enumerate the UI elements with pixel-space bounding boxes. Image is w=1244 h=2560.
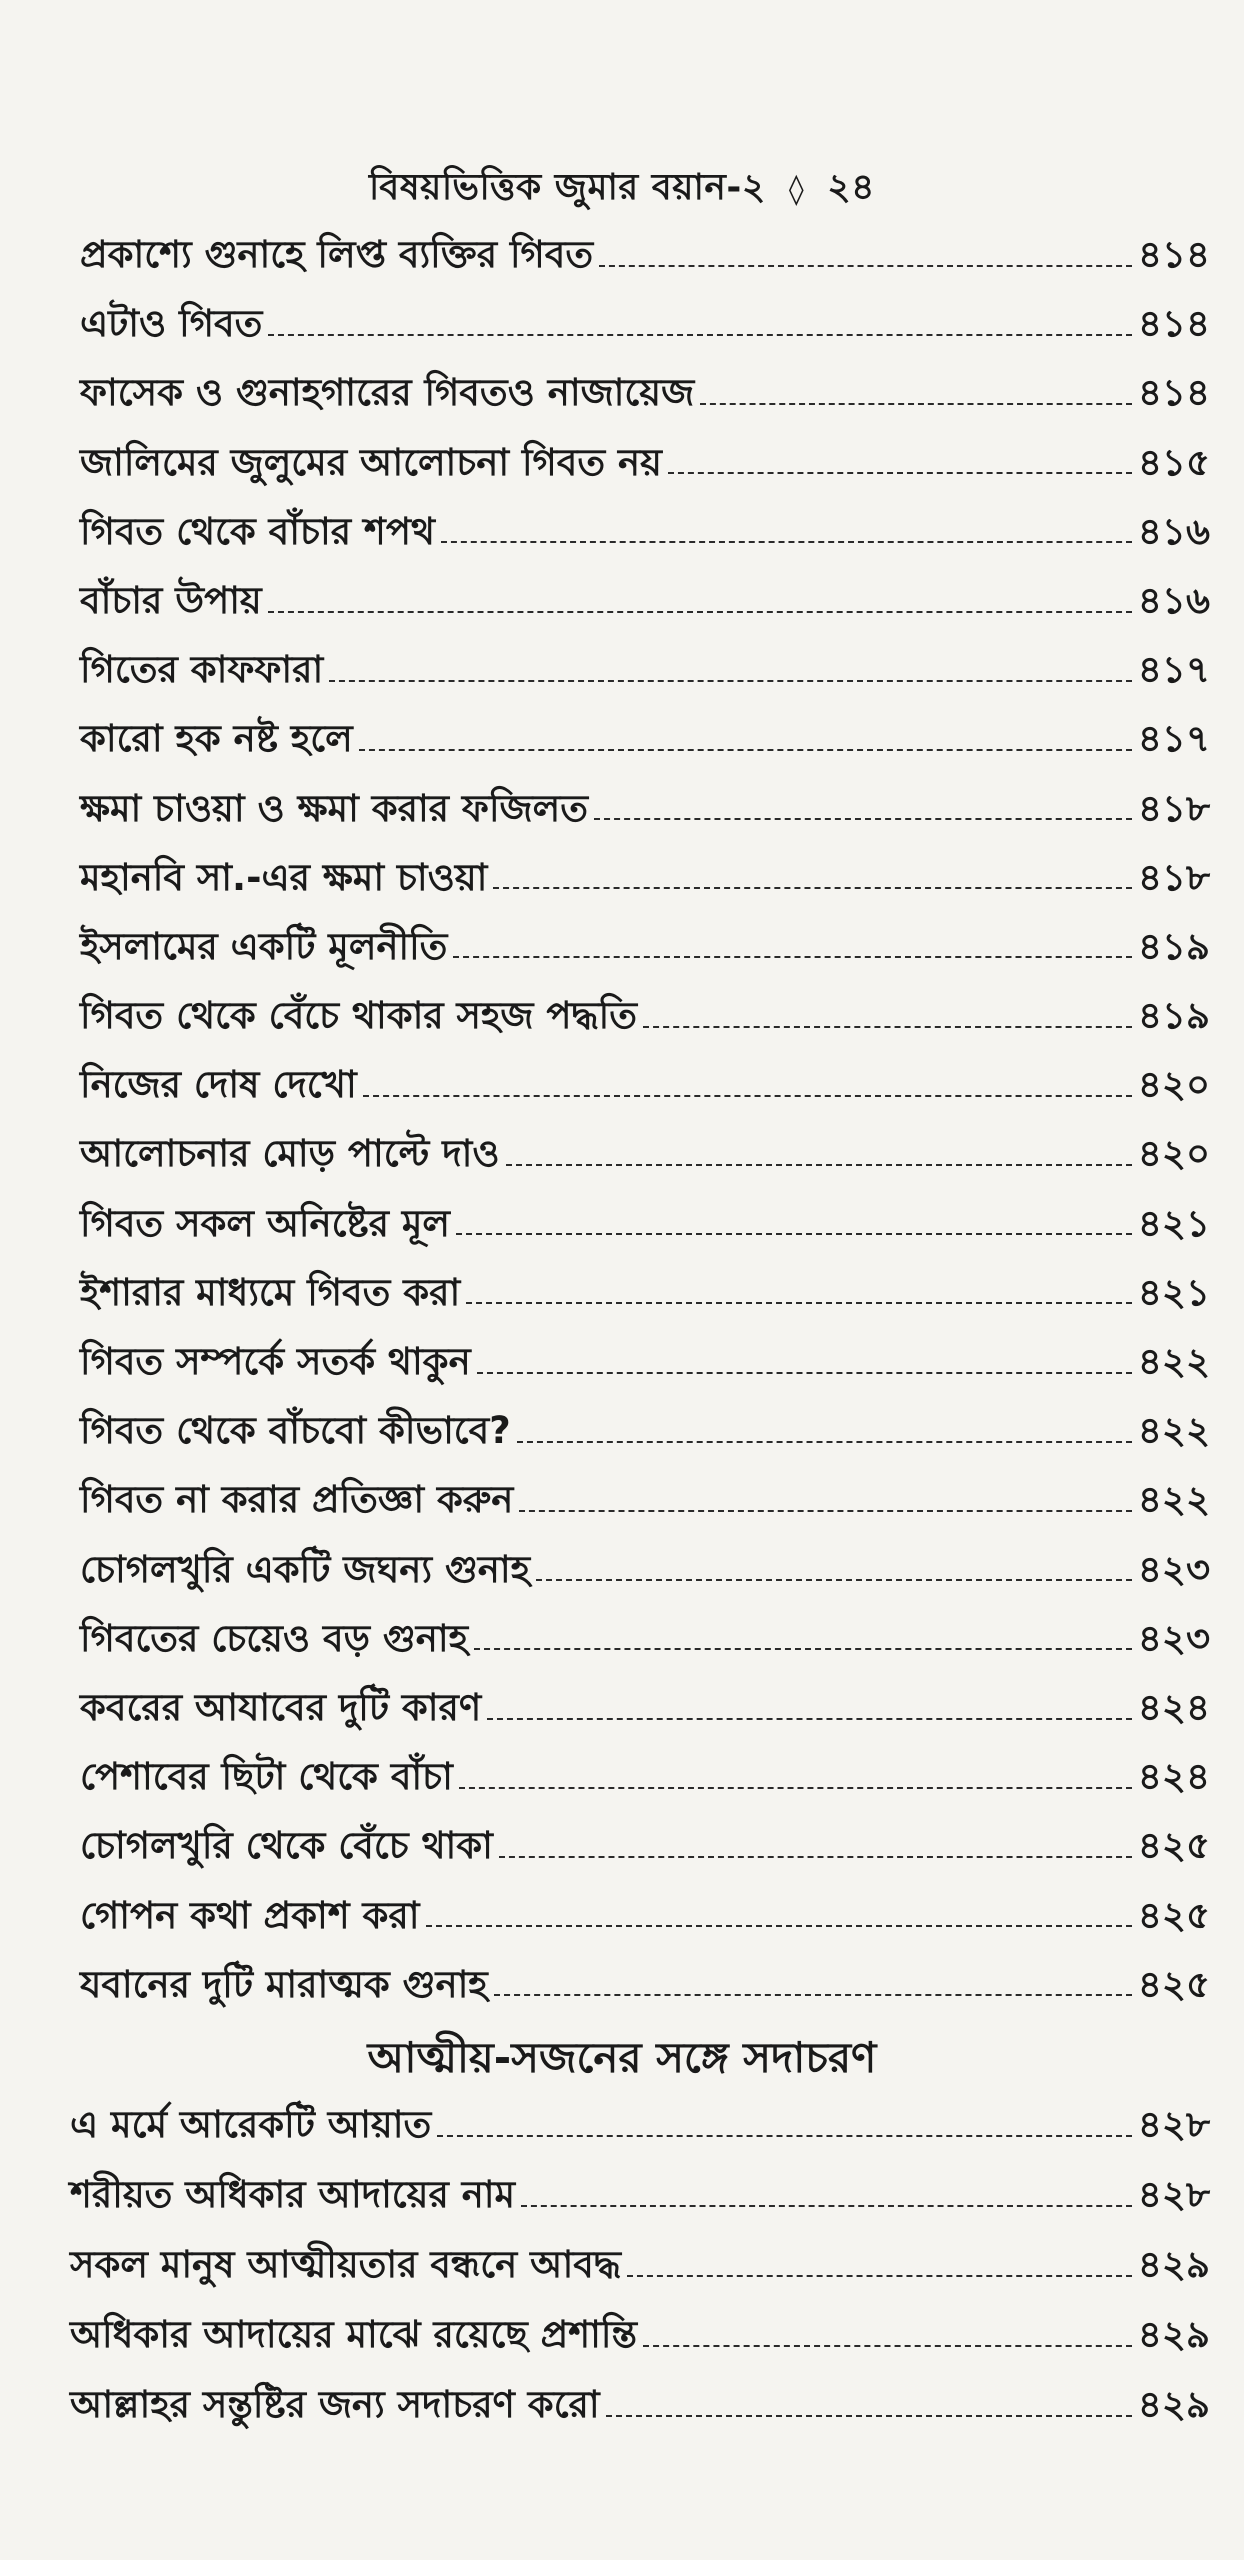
toc-entry-title: কবরের আযাবের দুটি কারণ [80,1685,482,1729]
dotted-leader [627,2275,1132,2277]
toc-entry-title: প্রকাশ্যে গুনাহে লিপ্ত ব্যক্তির গিবত [80,233,594,276]
section-heading: আত্মীয়-সজনের সঙ্গে সদাচরণ [367,2033,877,2082]
toc-entry-page: ৪১৮ [1137,786,1210,830]
toc-entry-page: ৪২৩ [1137,1616,1210,1660]
running-header [0,160,1244,220]
toc-entry [80,1747,1210,1816]
toc-entry [70,2095,1210,2165]
toc-entry [70,2165,1210,2235]
page-number: ২৪ [827,167,875,208]
dotted-leader [456,1233,1132,1235]
toc-entry [80,571,1210,640]
dotted-leader [521,2205,1132,2207]
toc-entry-title: জালিমের জুলুমের আলোচনা গিবত নয় [80,440,662,484]
toc-entry [80,779,1210,848]
dotted-leader [329,680,1132,682]
toc-entry-page: ৪২১ [1137,1201,1210,1245]
toc-entry-page: ৪২১ [1137,1270,1210,1314]
toc-entry-title: এটাও গিবত [80,302,263,346]
dotted-leader [493,887,1132,889]
toc-entry-title: নিজের দোষ দেখো [80,1063,357,1107]
toc-section-relatives [70,2095,1210,2445]
toc-entry [80,1540,1210,1609]
toc-entry-title: এ মর্মে আরেকটি আয়াত [70,2103,432,2146]
toc-entry-page: ৪২২ [1137,1340,1210,1383]
dotted-leader [594,818,1132,820]
toc-entry-page: ৪২০ [1137,1132,1210,1176]
toc-entry-title: যবানের দুটি মারাত্মক গুনাহ [80,1962,488,2006]
toc-entry [80,1194,1210,1263]
toc-entry [80,502,1210,571]
toc-entry-title: গিবত থেকে বেঁচে থাকার সহজ পদ্ধতি [80,994,638,1038]
dotted-leader [519,1510,1132,1512]
toc-entry [70,2375,1210,2445]
toc-entry [80,1816,1210,1885]
toc-entry [80,917,1210,986]
dotted-leader [606,2415,1132,2417]
toc-entry-title: ক্ষমা চাওয়া ও ক্ষমা করার ফজিলত [80,786,588,830]
dotted-leader [487,1718,1132,1720]
toc-entry [80,986,1210,1055]
toc-entry-page: ৪২৮ [1137,2103,1210,2146]
dotted-leader [437,2135,1132,2137]
dotted-leader [459,1787,1132,1789]
toc-entry [70,2305,1210,2375]
toc-entry-page: ৪২৪ [1137,1755,1210,1799]
toc-entry-page: ৪২০ [1137,1063,1210,1107]
dotted-leader [599,265,1132,267]
toc-entry-page: ৪১৫ [1137,440,1210,484]
toc-entry-page: ৪১৮ [1137,855,1210,899]
toc-entry [80,433,1210,502]
dotted-leader [499,1856,1132,1858]
toc-entry-title: গিবত থেকে বাঁচার শপথ [80,509,435,553]
toc-entry-page: ৪২৯ [1137,2313,1210,2356]
toc-entry [80,848,1210,917]
dotted-leader [700,403,1132,405]
toc-entry-title: মহানবি সা.-এর ক্ষমা চাওয়া [80,855,488,899]
toc-entry-page: ৪২৫ [1137,1824,1210,1868]
dotted-leader [668,472,1132,474]
toc-entry [80,225,1210,294]
dotted-leader [359,749,1132,751]
dotted-leader [494,1994,1132,1996]
toc-entry-page: ৪১৬ [1137,509,1210,553]
toc-entry-title: ইশারার মাধ্যমে গিবত করা [80,1270,461,1314]
toc-entry [70,2235,1210,2305]
book-title: বিষয়ভিত্তিক জুমার বয়ান-২ [369,167,766,208]
dotted-leader [506,1164,1132,1166]
toc-entry [80,363,1210,432]
toc-entry-page: ৪২৪ [1137,1685,1210,1729]
toc-entry-page: ৪২৯ [1137,2383,1210,2426]
toc-entry-title: ফাসেক ও গুনাহগারের গিবতও নাজায়েজ [80,371,695,415]
diamond-separator-icon: ◊ [788,172,805,207]
toc-entry-page: ৪১৭ [1137,717,1210,761]
dotted-leader [474,1648,1132,1650]
toc-entry-page: ৪১৭ [1137,648,1210,692]
toc-entry-page: ৪১৬ [1137,578,1210,622]
toc-entry [80,1055,1210,1124]
dotted-leader [453,956,1132,958]
toc-entry-title: সকল মানুষ আত্মীয়তার বন্ধনে আবদ্ধ [70,2243,621,2286]
toc-entry-page: ৪১৪ [1137,233,1210,276]
toc-entry-title: গিবত সম্পর্কে সতর্ক থাকুন [80,1340,471,1383]
dotted-leader [363,1095,1132,1097]
toc-entry-page: ৪২৫ [1137,1893,1210,1937]
toc-entry [80,1332,1210,1401]
toc-entry-title: আলোচনার মোড় পাল্টে দাও [80,1132,500,1176]
toc-entry [80,1609,1210,1678]
dotted-leader [466,1302,1132,1304]
toc-entry-title: অধিকার আদায়ের মাঝে রয়েছে প্রশান্তি [70,2313,637,2356]
toc-entry [80,1401,1210,1470]
toc-entry-title: গিবত না করার প্রতিজ্ঞা করুন [80,1478,514,1522]
toc-entry-title: চোগলখুরি একটি জঘন্য গুনাহ [80,1547,531,1591]
toc-entry-title: গিতের কাফফারা [80,648,324,692]
toc-entry-page: ৪২৩ [1137,1547,1210,1591]
dotted-leader [426,1925,1132,1927]
toc-entry-title: গিবত থেকে বাঁচবো কীভাবে? [80,1409,511,1453]
dotted-leader [441,541,1132,543]
dotted-leader [643,2345,1132,2347]
dotted-leader [643,1026,1132,1028]
toc-entry-title: গোপন কথা প্রকাশ করা [80,1893,420,1937]
toc-entry [80,294,1210,363]
toc-entry-page: ৪১৪ [1137,302,1210,346]
toc-entry [80,1263,1210,1332]
toc-entry-page: ৪১৪ [1137,371,1210,415]
toc-entry-title: গিবত সকল অনিষ্টের মূল [80,1201,450,1245]
toc-entry [80,1678,1210,1747]
toc-entry-title: গিবতের চেয়েও বড় গুনাহ [80,1616,469,1660]
dotted-leader [477,1372,1132,1374]
toc-entry [80,640,1210,709]
toc-entry-page: ৪২২ [1137,1478,1210,1522]
toc-entry-title: ইসলামের একটি মূলনীতি [80,924,448,968]
toc-entry-page: ৪১৯ [1137,924,1210,968]
toc-entry-title: কারো হক নষ্ট হলে [80,717,353,761]
dotted-leader [268,611,1132,613]
dotted-leader [536,1579,1132,1581]
toc-entry [80,709,1210,778]
toc-entry-title: আল্লাহর সন্তুষ্টির জন্য সদাচরণ করো [70,2383,600,2426]
toc-section-gibat [80,225,1210,2024]
toc-entry-title: চোগলখুরি থেকে বেঁচে থাকা [80,1824,493,1868]
toc-entry [80,1955,1210,2024]
toc-entry-title: শরীয়ত অধিকার আদায়ের নাম [70,2173,516,2216]
toc-entry-page: ৪২২ [1137,1409,1210,1453]
toc-entry [80,1470,1210,1539]
toc-entry-page: ৪২৯ [1137,2243,1210,2286]
toc-entry [80,1124,1210,1193]
toc-entry-title: পেশাবের ছিটা থেকে বাঁচা [80,1755,453,1799]
toc-entry-page: ৪২৫ [1137,1962,1210,2006]
toc-entry-page: ৪২৮ [1137,2173,1210,2216]
dotted-leader [268,334,1132,336]
toc-entry [80,1886,1210,1955]
toc-entry-title: বাঁচার উপায় [80,578,262,622]
dotted-leader [517,1441,1132,1443]
toc-entry-page: ৪১৯ [1137,994,1210,1038]
